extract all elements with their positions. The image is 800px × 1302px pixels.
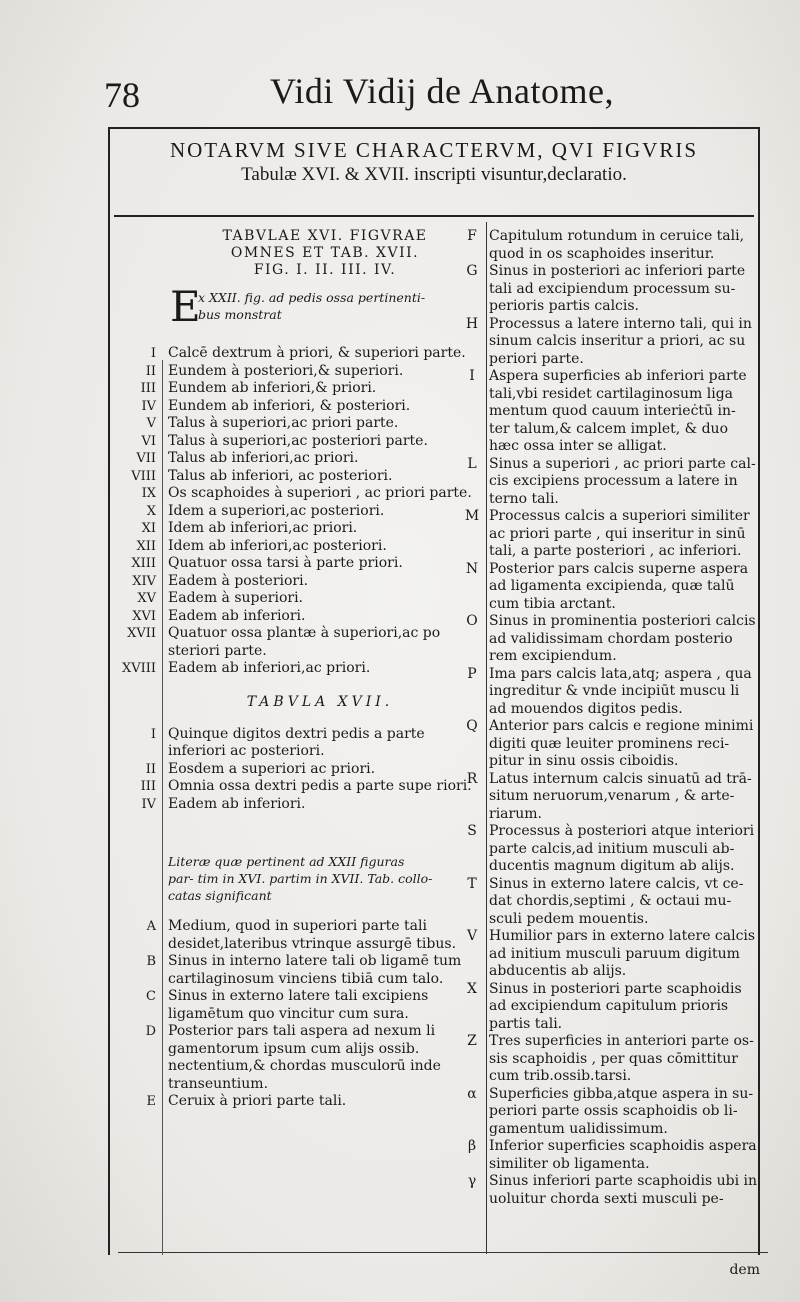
- letter-entries-left: [110, 918, 486, 1111]
- section-title: [110, 137, 758, 187]
- list-item: [455, 561, 767, 614]
- entry-text: Eadem à posteriori.: [168, 572, 309, 589]
- entry-text: Capitulum rotundum in ceruice tali, quod in os scaphoides inseritur.: [489, 228, 745, 262]
- list-item: [455, 876, 767, 929]
- list-item: [110, 415, 486, 433]
- list-item: [455, 1173, 767, 1208]
- title-line-2: Tabulæ XVI. & XVII. inscripti visuntur,declaratio.: [241, 164, 627, 185]
- title-rule: [114, 215, 754, 217]
- list-item: [110, 590, 486, 608]
- entry-letter: V: [466, 928, 478, 944]
- entry-text: Sinus in posteriori ac inferiori parte tali ad excipiendum processum su- perioris partis calcis.: [489, 263, 746, 314]
- left-heading: [170, 228, 480, 279]
- entry-letter: N: [465, 560, 479, 577]
- entry-numeral: XVII: [127, 626, 156, 641]
- entry-text: Calcē dextrum à priori, & superiori parte.: [168, 345, 466, 361]
- entry-letter: R: [466, 770, 478, 787]
- entry-text: Eadem ab inferiori.: [168, 607, 306, 624]
- entry-numeral: III: [140, 779, 156, 794]
- list-item: [110, 555, 486, 573]
- intro-text: x XXII. fig. ad pedis ossa pertinenti- bus monstrat: [198, 290, 426, 322]
- entry-numeral: XIV: [132, 573, 156, 589]
- entry-letter: Z: [467, 1033, 477, 1049]
- page-header: [100, 70, 760, 118]
- list-item: [110, 988, 486, 1023]
- list-item: [110, 468, 486, 486]
- entry-numeral: I: [150, 726, 156, 742]
- entry-numeral: XV: [137, 591, 156, 606]
- list-item: [455, 1086, 767, 1139]
- entry-text: Idem ab inferiori,ac posteriori.: [168, 537, 387, 554]
- left-heading-line: FIG. I. II. III. IV.: [253, 262, 397, 278]
- entry-text: Talus à superiori,ac priori parte.: [168, 415, 399, 431]
- entry-text: Eadem ab inferiori,ac priori.: [168, 660, 371, 676]
- entry-numeral: I: [150, 346, 156, 361]
- entry-text: Quinque digitos dextri pedis a parte inferiori ac posteriori.: [168, 725, 425, 759]
- list-item: [455, 666, 767, 719]
- entry-letter: O: [466, 613, 478, 629]
- entry-numeral: II: [145, 363, 156, 379]
- entry-letter: L: [467, 455, 477, 472]
- entry-letter: H: [465, 315, 479, 332]
- entry-text: Ima pars calcis lata,atq; aspera , qua ingreditur & vnde incipiūt muscu li ad mouendos digitos pedis.: [489, 665, 752, 717]
- entry-text: Anterior pars calcis e regione minimi digiti quæ leuiter prominens reci- pitur in sinu ossis ciboidis.: [489, 718, 754, 769]
- entry-numeral: II: [145, 761, 156, 777]
- list-item: [455, 771, 767, 824]
- letters-note: Literæ quæ pertinent ad XXII figuras par- tim in XVI. partim in XVII. Tab. collo- catas significant: [168, 854, 433, 903]
- list-item: [110, 726, 486, 761]
- list-item: [455, 718, 767, 771]
- left-heading-line: OMNES ET TAB. XVII.: [230, 245, 420, 261]
- entry-text: Sinus in prominentia posteriori calcis ad validissimam chordam posterio rem excipiendum.: [489, 613, 756, 664]
- entry-text: Quatuor ossa tarsi à parte priori.: [168, 555, 403, 571]
- list-item: [110, 953, 486, 988]
- entry-text: Eosdem a superiori ac priori.: [168, 760, 376, 777]
- entry-letter: X: [467, 980, 477, 997]
- entry-numeral: XII: [136, 538, 156, 554]
- entry-letter: Q: [466, 718, 478, 734]
- entry-text: Posterior pars calcis superne aspera ad ligamenta excipienda, quæ talū cum tibia arctant.: [489, 560, 749, 612]
- entry-text: Quatuor ossa plantæ à superiori,ac po steriori parte.: [168, 625, 441, 659]
- entry-numeral: V: [146, 416, 156, 431]
- list-item: [110, 520, 486, 538]
- entry-text: Sinus in externo latere calcis, vt ce- dat chordis,septimi , & octaui mu- sculi pedem mouentis.: [489, 875, 744, 927]
- intro-paragraph: [170, 282, 486, 335]
- list-item: [110, 778, 486, 796]
- list-item: [455, 613, 767, 666]
- list-item: [110, 625, 486, 660]
- list-item: [110, 345, 486, 363]
- running-head: Vidi Vidij de Anatome,: [270, 71, 614, 111]
- entry-text: Sinus in externo latere tali excipiens ligamētum quo vincitur cum sura.: [168, 988, 429, 1022]
- list-item: [455, 1033, 767, 1086]
- tab16-entries: [110, 345, 486, 678]
- entry-letter: G: [466, 263, 478, 279]
- right-column: [455, 228, 767, 1208]
- entry-numeral: XVIII: [121, 661, 156, 676]
- entry-numeral: VIII: [131, 468, 156, 484]
- entry-text: Sinus inferiori parte scaphoidis ubi in uoluitur chorda sexti musculi pe-: [489, 1173, 758, 1207]
- list-item: [110, 1093, 486, 1111]
- entry-text: Sinus a superiori , ac priori parte cal- cis excipiens processum a latere in terno tali.: [489, 455, 756, 507]
- list-item: [110, 1023, 486, 1093]
- entry-numeral: XVI: [132, 608, 156, 624]
- list-item: [110, 918, 486, 953]
- list-item: [110, 573, 486, 591]
- entry-text: Talus ab inferiori,ac priori.: [168, 450, 359, 466]
- entry-text: Sinus in interno latere tali ob ligamē tum cartilaginosum vinciens tibiā cum talo.: [168, 953, 462, 987]
- entry-text: Idem ab inferiori,ac priori.: [168, 520, 358, 536]
- entry-text: Eundem ab inferiori, & posteriori.: [168, 397, 411, 414]
- list-item: [110, 538, 486, 556]
- list-item: [110, 608, 486, 626]
- catchword: dem: [729, 1262, 760, 1278]
- entry-letter: C: [146, 989, 156, 1004]
- entry-text: Medium, quod in superiori parte tali desidet,lateribus vtrinque assurgē tibus.: [168, 918, 457, 952]
- entry-letter: P: [467, 665, 477, 682]
- list-item: [455, 928, 767, 981]
- entry-text: Tres superficies in anteriori parte os- sis scaphoidis , per quas cōmittitur cum trib.ossib.tarsi.: [489, 1033, 754, 1084]
- entry-text: Processus a latere interno tali, qui in sinum calcis inseritur a priori, ac su periori parte.: [489, 315, 752, 367]
- entry-text: Eadem à superiori.: [168, 590, 304, 606]
- entry-numeral: XI: [141, 521, 156, 536]
- list-item: [110, 433, 486, 451]
- list-item: [455, 823, 767, 876]
- entry-letter: M: [464, 508, 480, 524]
- entry-letter: β: [467, 1138, 477, 1154]
- list-item: [110, 363, 486, 381]
- list-item: [455, 263, 767, 316]
- entry-text: Superficies gibba,atque aspera in su- periori parte ossis scaphoidis ob li- gamentum ualidissimum.: [489, 1085, 754, 1137]
- entry-letter: F: [467, 228, 477, 244]
- entry-text: Eadem ab inferiori.: [168, 795, 306, 812]
- entry-text: Processus calcis a superiori similiter ac priori parte , qui inseritur in sinū tali, a parte posteriori , ac inferiori.: [489, 508, 750, 559]
- list-item: [110, 660, 486, 678]
- entry-text: Talus à superiori,ac posteriori parte.: [168, 432, 428, 449]
- entry-text: Ceruix à priori parte tali.: [168, 1093, 347, 1109]
- entry-numeral: IV: [141, 796, 156, 812]
- entry-letter: A: [146, 919, 156, 934]
- title-line-1: NOTARVM SIVE CHARACTERVM, QVI FIGVRIS: [169, 138, 699, 162]
- entry-numeral: X: [146, 503, 156, 519]
- entry-text: Eundem à posteriori,& superiori.: [168, 362, 404, 379]
- list-item: [455, 508, 767, 561]
- bottom-rule: [118, 1252, 768, 1253]
- entry-text: Sinus in posteriori parte scaphoidis ad excipiendum capitulum prioris partis tali.: [489, 980, 742, 1032]
- entry-text: Inferior superficies scaphoidis aspera similiter ob ligamenta.: [489, 1138, 757, 1172]
- entry-text: Humilior pars in externo latere calcis ad initium musculi paruum digitum abducentis ab alijs.: [489, 928, 756, 979]
- entry-numeral: III: [140, 381, 156, 396]
- list-item: [455, 1138, 767, 1173]
- entry-letter: E: [146, 1094, 156, 1109]
- entry-letter: D: [145, 1024, 156, 1039]
- list-item: [455, 456, 767, 509]
- entry-letter: S: [467, 823, 477, 839]
- entry-numeral: VII: [136, 451, 156, 466]
- page-number: 78: [104, 75, 140, 115]
- list-item: [110, 796, 486, 814]
- list-item: [110, 380, 486, 398]
- list-item: [455, 316, 767, 369]
- entry-text: Os scaphoides à superiori , ac priori parte.: [168, 485, 472, 501]
- entry-letter: B: [146, 954, 156, 969]
- entry-text: Latus internum calcis sinuatū ad trā- situm neruorum,venarum , & arte- riarum.: [489, 770, 752, 822]
- tab17-entries: [110, 726, 486, 814]
- entry-numeral: VI: [141, 433, 156, 449]
- list-item: [110, 761, 486, 779]
- list-item: [455, 228, 767, 263]
- entry-numeral: XIII: [131, 556, 156, 571]
- entry-letter: γ: [467, 1173, 477, 1189]
- entry-text: Idem a superiori,ac posteriori.: [168, 502, 385, 519]
- entry-letter: I: [469, 368, 475, 384]
- entry-numeral: IX: [141, 486, 156, 501]
- entry-text: Processus à posteriori atque interiori parte calcis,ad initium musculi ab- ducentis magnum digitum ab alijs.: [489, 823, 755, 874]
- entry-text: Eundem ab inferiori,& priori.: [168, 380, 377, 396]
- tab17-heading: TABVLA XVII.: [246, 693, 394, 710]
- entry-text: Aspera superficies ab inferiori parte tali,vbi residet cartilaginosum liga mentum quod cauum interieċtū in- ter talum,& calcem implet, & duo hæc ossa inter se alligat.: [489, 368, 747, 454]
- entry-text: Posterior pars tali aspera ad nexum li gamentorum ipsum cum alijs ossib. nectentium,& chordas musculorū inde transeuntium.: [168, 1023, 441, 1092]
- list-item: [110, 398, 486, 416]
- left-heading-line: TABVLAE XVI. FIGVRAE: [222, 228, 428, 244]
- list-item: [110, 450, 486, 468]
- list-item: [110, 503, 486, 521]
- list-item: [455, 981, 767, 1034]
- list-item: [455, 368, 767, 456]
- entry-numeral: IV: [141, 398, 156, 414]
- drop-cap: E: [170, 282, 201, 331]
- entry-letter: T: [467, 875, 477, 892]
- entry-text: Talus ab inferiori, ac posteriori.: [168, 467, 393, 484]
- entry-letter: α: [467, 1085, 477, 1102]
- left-column: [110, 228, 486, 1111]
- entry-text: Omnia ossa dextri pedis a parte supe riori.: [168, 778, 472, 794]
- list-item: [110, 485, 486, 503]
